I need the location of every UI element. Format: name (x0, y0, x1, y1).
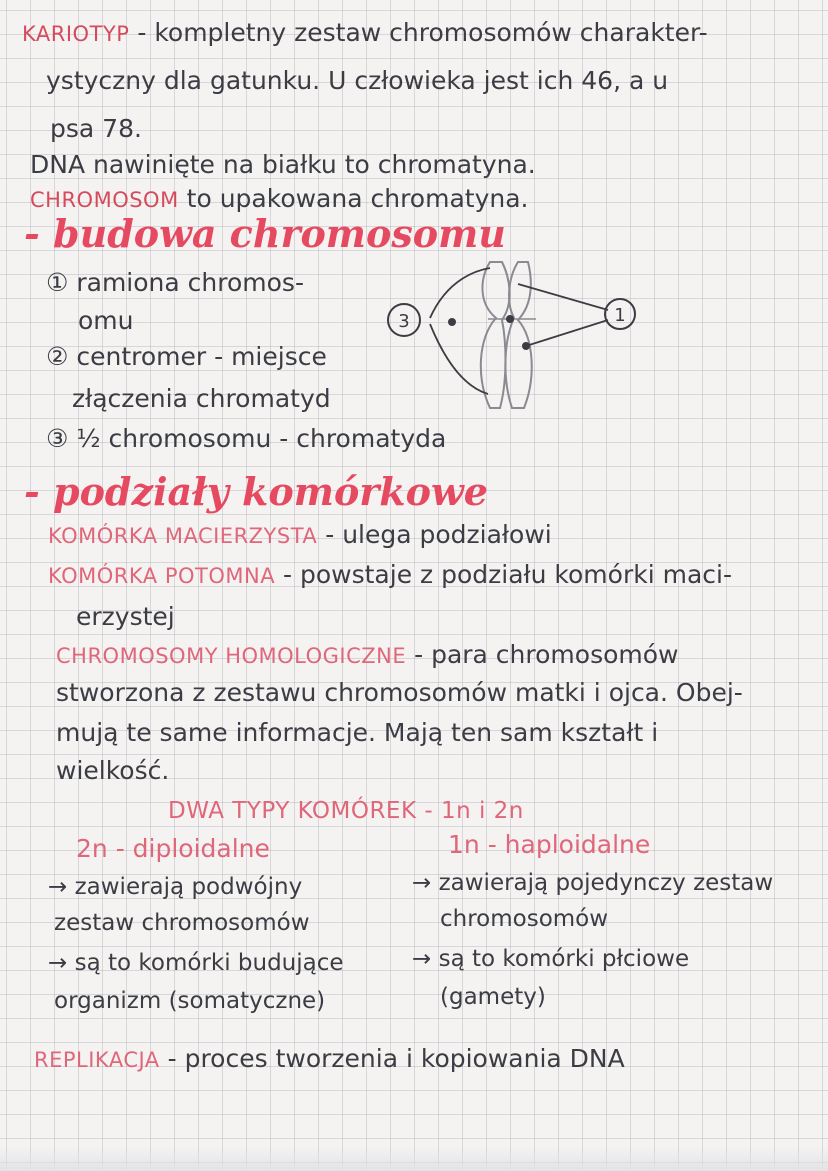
structure-item-1-line-1: ① ramiona chromos- (46, 268, 304, 297)
label-1: 1 (614, 305, 626, 326)
daughter-cell-line-2: erzystej (76, 602, 175, 631)
replication-term: REPLIKACJA (34, 1048, 160, 1072)
karyotype-line-3: psa 78. (50, 114, 142, 143)
centromere-dot (506, 315, 514, 323)
label-3: 3 (398, 311, 410, 332)
structure-item-1-line-2: omu (78, 306, 134, 335)
homologous-term: CHROMOSOMY HOMOLOGICZNE (56, 644, 407, 668)
section-heading-structure: - budowa chromosomu (24, 211, 506, 256)
diploid-point-1-line-1: → zawierają podwójny (48, 874, 303, 900)
diploid-point-2-line-1: → są to komórki budujące (48, 950, 344, 976)
daughter-cell-def-1: - powstaje z podziału komórki maci- (275, 560, 732, 589)
haploid-point-1-line-1: → zawierają pojedynczy zestaw (412, 870, 774, 896)
karyotype-line-2: ystyczny dla gatunku. U człowieka jest ich 46, a u (46, 66, 669, 95)
diploid-point-2-line-2: organizm (somatyczne) (54, 988, 326, 1014)
homologous-line-4: wielkość. (56, 756, 170, 785)
pointer-1 (518, 284, 608, 346)
daughter-cell-term: KOMÓRKA POTOMNA (48, 564, 276, 588)
replication-line (34, 1044, 625, 1075)
mother-cell-line (48, 520, 552, 551)
karyotype-line-1 (22, 18, 708, 49)
chromatid-left (481, 262, 510, 408)
homologous-line-3: mują te same informacje. Mają ten sam kształt i (56, 718, 659, 747)
mother-cell-def: - ulega podziałowi (317, 520, 552, 549)
chromosome-diagram (368, 248, 638, 420)
replication-def: - proces tworzenia i kopiowania DNA (159, 1044, 625, 1073)
page-bottom-edge (0, 1147, 828, 1171)
chromosome-def: to upakowana chromatyna. (178, 184, 529, 213)
structure-item-2-line-1: ② centromer - miejsce (46, 342, 327, 371)
homologous-line-2: stworzona z zestawu chromosomów matki i ojca. Obej- (56, 678, 743, 707)
haploid-point-1-line-2: chromosomów (440, 906, 609, 932)
haploid-point-2-line-2: (gamety) (440, 984, 546, 1010)
cell-types-title: DWA TYPY KOMÓREK - 1n i 2n (168, 798, 524, 824)
dna-line: DNA nawinięte na białku to chromatyna. (30, 150, 536, 179)
chromosome-term: CHROMOSOM (30, 188, 179, 212)
structure-item-2-line-2: złączenia chromatyd (72, 384, 331, 413)
chromatid-dot (448, 318, 456, 326)
structure-item-3: ③ ½ chromosomu - chromatyda (46, 424, 447, 453)
daughter-cell-line-1 (48, 560, 732, 591)
haploid-point-2-line-1: → są to komórki płciowe (412, 946, 690, 972)
diploid-point-1-line-2: zestaw chromosomów (54, 910, 310, 936)
section-heading-cell-division: - podziały komórkowe (24, 469, 488, 514)
haploid-title: 1n - haploidalne (448, 830, 651, 859)
karyotype-def-1: - kompletny zestaw chromosomów charakter- (129, 18, 708, 47)
homologous-def-1: - para chromosomów (406, 640, 679, 669)
homologous-line-1 (56, 640, 678, 671)
karyotype-term: KARIOTYP (22, 22, 130, 46)
mother-cell-term: KOMÓRKA MACIERZYSTA (48, 524, 318, 548)
diploid-title: 2n - diploidalne (76, 834, 270, 863)
